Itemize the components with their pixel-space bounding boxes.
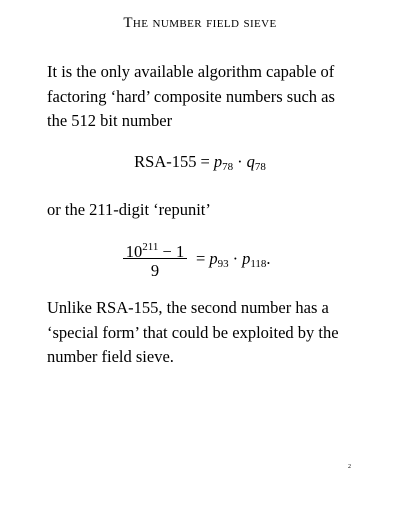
p-subscript: 78 [222, 161, 234, 173]
p93-subscript: 93 [217, 258, 229, 270]
q-symbol: q [246, 152, 255, 171]
numerator-minus-one: − 1 [162, 242, 185, 261]
equals-sign: = [196, 249, 206, 268]
repunit-rhs [192, 248, 271, 275]
numerator-base: 10 [125, 242, 143, 261]
intro-line-2: factoring ‘hard’ composite numbers such as [47, 86, 335, 106]
p-symbol: p [213, 152, 223, 171]
intro-line-1: It is the only available algorithm capable of [47, 62, 335, 81]
intro-line-3: the 512 bit number [47, 111, 173, 130]
multiplication-dot: · [237, 152, 243, 171]
conclusion-paragraph [47, 296, 367, 370]
equation-period: . [266, 249, 271, 268]
page-number: 2 [348, 464, 351, 470]
equals-sign: = [200, 152, 210, 171]
rsa155-label: RSA-155 [134, 152, 197, 171]
fraction-numerator [122, 236, 188, 261]
repunit-line-1: or the 211-digit ‘repunit’ [47, 200, 211, 219]
conclusion-line-1: Unlike RSA-155, the second number has a [47, 298, 329, 317]
repunit-paragraph [47, 198, 367, 223]
rsa155-equation [0, 151, 400, 178]
slide-title: The number field sieve [123, 15, 277, 31]
fraction [122, 236, 188, 281]
conclusion-line-3: number field sieve. [47, 347, 174, 366]
fraction-denominator: 9 [150, 261, 160, 280]
numerator-exponent: 211 [142, 241, 159, 253]
p118-symbol: p [242, 249, 251, 268]
intro-paragraph [47, 60, 367, 134]
p118-subscript: 118 [250, 258, 267, 270]
multiplication-dot: · [232, 249, 239, 268]
q-subscript: 78 [254, 161, 266, 173]
p93-symbol: p [209, 249, 218, 268]
conclusion-line-2: ‘special form’ that could be exploited by the [47, 322, 339, 342]
